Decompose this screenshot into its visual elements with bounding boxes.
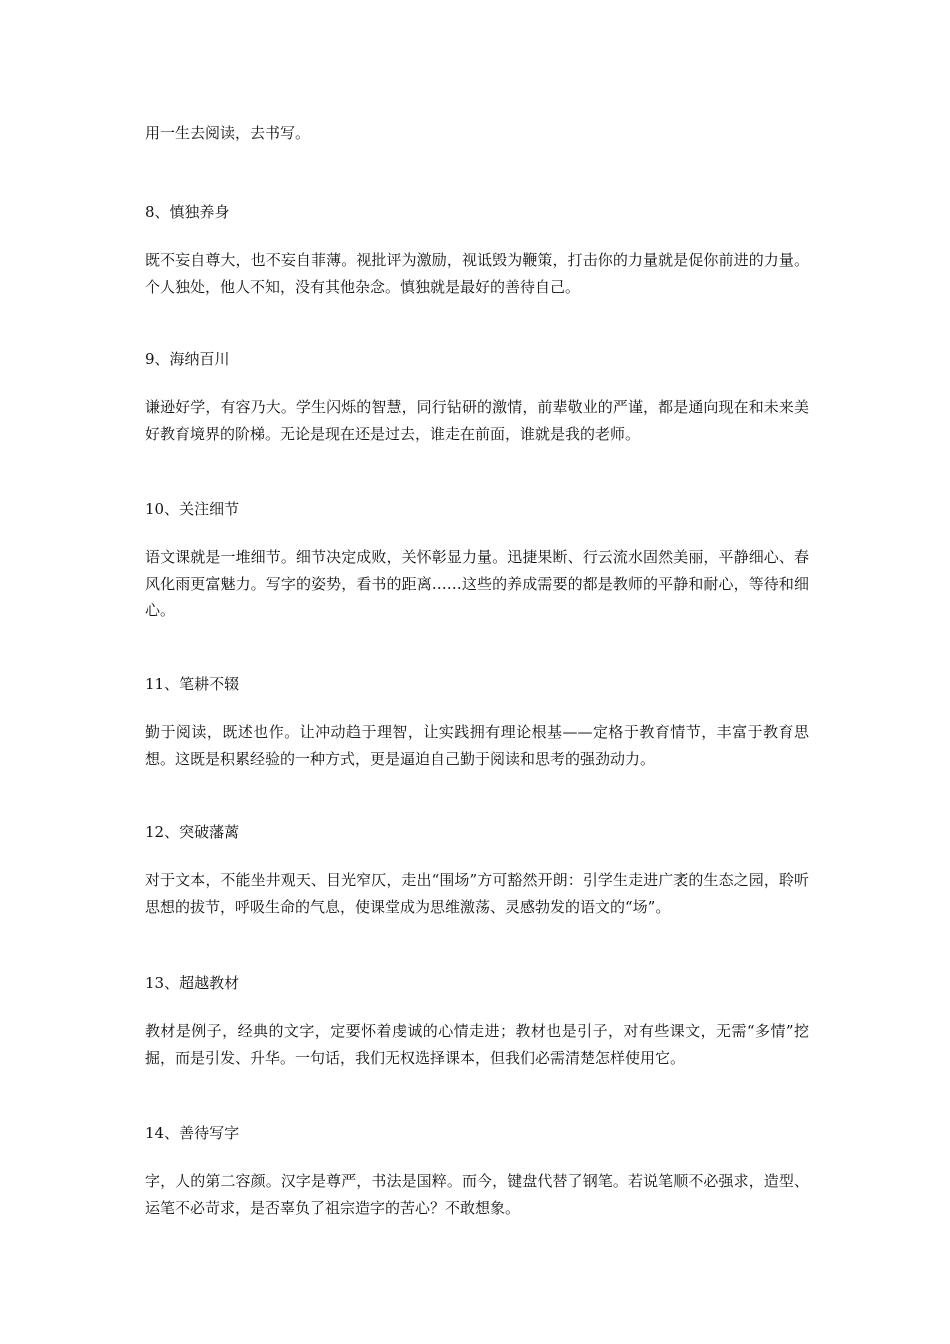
section-body: 教材是例子，经典的文字，定要怀着虔诚的心情走进；教材也是引子，对有些课文，无需“多情”挖掘，而是引发、升华。一句话，我们无权选择课本，但我们必需清楚怎样使用它。	[145, 1022, 809, 1067]
intro-paragraph: 用一生去阅读，去书写。	[145, 124, 311, 142]
section-body: 字，人的第二容颜。汉字是尊严，书法是国粹。而今，键盘代替了钢笔。若说笔顺不必强求，造型、运笔不必苛求，是否辜负了祖宗造字的苦心？不敢想象。	[145, 1172, 809, 1217]
section-body: 勤于阅读，既述也作。让冲动趋于理智，让实践拥有理论根基——定格于教育情节，丰富于教育思想。这既是积累经验的一种方式，更是逼迫自己勤于阅读和思考的强劲动力。	[145, 723, 809, 768]
section-heading: 10、关注细节	[145, 500, 240, 518]
section-body: 既不妄自尊大，也不妄自菲薄。视批评为激励，视诋毁为鞭策，打击你的力量就是促你前进的力量。个人独处，他人不知，没有其他杂念。慎独就是最好的善待自己。	[145, 251, 809, 296]
section-heading: 9、海纳百川	[145, 350, 230, 368]
section-12	[145, 819, 809, 920]
section-8	[145, 199, 809, 300]
document-page	[145, 120, 809, 1217]
section-10	[145, 496, 809, 624]
section-body: 对于文本，不能坐井观天、目光窄仄，走出“围场”方可豁然开朗：引学生走进广袤的生态之园，聆听思想的拔节，呼吸生命的气息，使课堂成为思维激荡、灵感勃发的语文的“场”。	[145, 871, 809, 916]
section-14	[145, 1120, 809, 1221]
section-heading: 13、超越教材	[145, 974, 240, 992]
section-11	[145, 671, 809, 772]
section-body: 谦逊好学，有容乃大。学生闪烁的智慧，同行钻研的激情，前辈敬业的严谨，都是通向现在和未来美好教育境界的阶梯。无论是现在还是过去，谁走在前面，谁就是我的老师。	[145, 398, 809, 443]
section-heading: 8、慎独养身	[145, 203, 230, 221]
section-heading: 11、笔耕不辍	[145, 675, 240, 693]
section-heading: 12、突破藩蓠	[145, 823, 240, 841]
section-heading: 14、善待写字	[145, 1124, 240, 1142]
section-body: 语文课就是一堆细节。细节决定成败，关怀彰显力量。迅捷果断、行云流水固然美丽，平静细心、春风化雨更富魅力。写字的姿势，看书的距离……这些的养成需要的都是教师的平静和耐心，等待和细心。	[145, 548, 809, 619]
section-9	[145, 346, 809, 447]
section-13	[145, 970, 809, 1071]
